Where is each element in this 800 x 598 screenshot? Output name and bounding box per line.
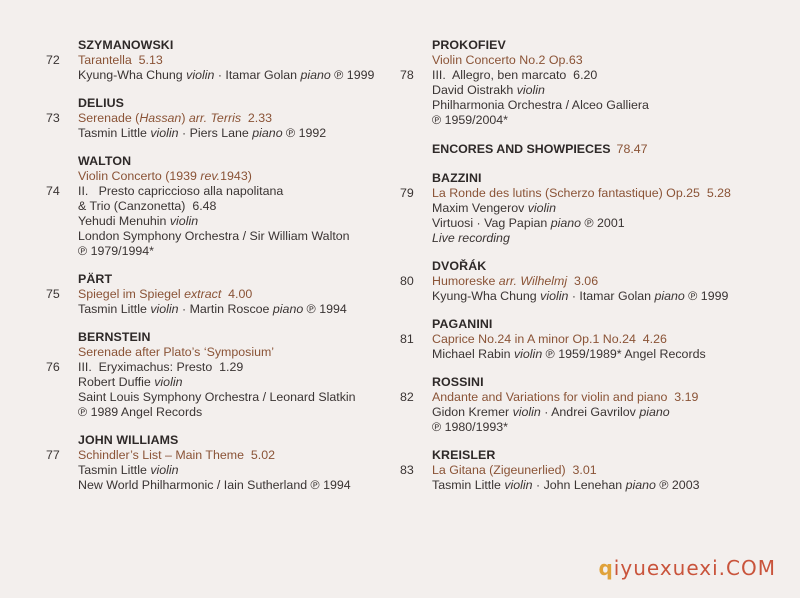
composer-name: WALTON: [78, 154, 132, 168]
track-number: 74: [46, 184, 60, 198]
track-title-text: arr.: [188, 111, 208, 125]
performer-text: New World Philharmonic / Iain Sutherland ℗ 1994: [78, 478, 351, 492]
performer-text: · John Lenehan: [532, 478, 626, 492]
track-entry: [46, 154, 376, 259]
track-number: 78: [400, 68, 414, 82]
performer-text: Philharmonia Orchestra / Alceo Galliera: [432, 98, 649, 112]
track-line: [46, 184, 376, 199]
performer-text: piano: [252, 126, 283, 140]
performer-text: violin: [527, 201, 556, 215]
performer-text: violin: [150, 302, 179, 316]
composer-name: ROSSINI: [432, 375, 484, 389]
composer-name: BERNSTEIN: [78, 330, 151, 344]
track-line: [400, 186, 760, 201]
performer-text: Yehudi Menuhin: [78, 214, 170, 228]
performer-text: ℗ 1992: [282, 126, 327, 140]
performer-text: Robert Duffie: [78, 375, 155, 389]
performer-text: Saint Louis Symphony Orchestra / Leonard Slatkin: [78, 390, 356, 404]
track-title-text: Andante and Variations for violin and piano 3.19: [432, 390, 699, 404]
track-number: 81: [400, 332, 414, 346]
performer-text: violin: [169, 214, 199, 228]
section-duration: 78.47: [616, 142, 648, 156]
track-title-text: ): [181, 111, 189, 125]
track-title-text: Violin Concerto No.2 Op.63: [432, 53, 583, 67]
track-entry: [400, 38, 760, 128]
composer-name: BAZZINI: [432, 171, 482, 185]
track-line: [432, 231, 760, 246]
track-entry: [46, 38, 376, 83]
performer-text: ℗ 1959/2004*: [432, 113, 508, 127]
performer-text: violin: [513, 347, 543, 361]
track-line: [78, 169, 376, 184]
track-title-text: Spiegel im Spiegel: [78, 287, 185, 301]
performer-text: & Trio (Canzonetta) 6.48: [78, 199, 217, 213]
performer-text: violin: [150, 463, 179, 477]
watermark-logo: qiyuexuexi.COM: [598, 556, 776, 580]
track-title-text: La Gitana (Zigeunerlied) 3.01: [432, 463, 597, 477]
performer-text: Maxim Vengerov: [432, 201, 528, 215]
track-line: [46, 360, 376, 375]
performer-text: violin: [150, 126, 179, 140]
performer-text: London Symphony Orchestra / Sir William Walton: [78, 229, 350, 243]
track-number: 77: [46, 448, 60, 462]
track-title-text: arr. Wilhelmj: [498, 274, 568, 288]
performer-text: piano: [654, 289, 685, 303]
performer-text: ℗ 1959/1989* Angel Records: [542, 347, 706, 361]
track-title-text: Serenade after Plato’s ‘Symposium’: [78, 345, 275, 359]
track-line: [432, 113, 760, 128]
track-entry: [400, 259, 760, 304]
track-title-text: 5.13: [131, 53, 163, 67]
performer-text: ℗ 2001: [581, 216, 625, 230]
track-title-text: Schindler’s List – Main Theme 5.02: [78, 448, 275, 462]
performer-text: ℗ 2003: [655, 478, 700, 492]
track-entry: [400, 171, 760, 246]
track-line: [78, 229, 376, 244]
track-line: [400, 463, 760, 478]
track-number: 80: [400, 274, 414, 288]
performer-text: Kyung-Wha Chung: [78, 68, 187, 82]
performer-text: violin: [186, 68, 215, 82]
track-number: 75: [46, 287, 60, 301]
composer-name: DVOŘÁK: [432, 259, 487, 273]
performer-text: ℗ 1989 Angel Records: [78, 405, 203, 419]
performer-text: ℗ 1994: [303, 302, 347, 316]
track-line: [432, 83, 760, 98]
section-heading: [400, 142, 760, 157]
performer-text: · Itamar Golan: [214, 68, 301, 82]
track-line: [78, 126, 376, 141]
track-number: 79: [400, 186, 414, 200]
track-title-text: Tarantella: [78, 53, 132, 67]
track-line: [78, 478, 376, 493]
track-line: [432, 216, 760, 231]
track-line: [78, 199, 376, 214]
performer-text: Tasmin Little: [78, 302, 151, 316]
track-entry: [46, 96, 376, 141]
track-line: [78, 390, 376, 405]
right-column: [400, 38, 760, 506]
performer-text: violin: [540, 289, 569, 303]
track-line: [432, 53, 760, 68]
track-title-text: 3.06: [567, 274, 599, 288]
performer-text: violin: [512, 405, 541, 419]
composer-name: DELIUS: [78, 96, 125, 110]
track-line: [432, 405, 760, 420]
track-entry: [400, 317, 760, 362]
performer-text: II. Presto capriccioso alla napolitana: [78, 184, 284, 198]
performer-text: piano: [625, 478, 656, 492]
track-line: [432, 98, 760, 113]
track-line: [46, 448, 376, 463]
track-line: [46, 111, 376, 126]
performer-text: Tasmin Little: [78, 463, 151, 477]
performer-text: Gidon Kremer: [432, 405, 513, 419]
performer-text: piano: [300, 68, 331, 82]
performer-text: piano: [639, 405, 670, 419]
track-line: [78, 302, 376, 317]
track-line: [78, 68, 376, 83]
composer-name: KREISLER: [432, 448, 496, 462]
track-line: [46, 287, 376, 302]
performer-text: Virtuosi · Vag Papian: [432, 216, 551, 230]
track-line: [78, 375, 376, 390]
track-entry: [46, 272, 376, 317]
performer-text: violin: [504, 478, 533, 492]
track-line: [400, 274, 760, 289]
track-entry: [46, 330, 376, 420]
track-line: [400, 390, 760, 405]
track-number: 83: [400, 463, 414, 477]
composer-name: PAGANINI: [432, 317, 493, 331]
track-line: [400, 68, 760, 83]
performer-text: Tasmin Little: [432, 478, 505, 492]
performer-text: ℗ 1999: [684, 289, 729, 303]
track-line: [78, 405, 376, 420]
performer-text: III. Eryximachus: Presto 1.29: [78, 360, 244, 374]
track-line: [432, 420, 760, 435]
performer-text: · Andrei Gavrilov: [540, 405, 640, 419]
performer-text: Live recording: [432, 231, 510, 245]
track-number: 73: [46, 111, 60, 125]
track-title-text: Violin Concerto (1939: [78, 169, 201, 183]
track-entry: [46, 433, 376, 493]
composer-name: PÄRT: [78, 272, 113, 286]
performer-text: piano: [550, 216, 582, 230]
track-title-text: Terris: [210, 111, 242, 125]
track-line: [78, 345, 376, 360]
track-title-text: Caprice No.24 in A minor Op.1 No.24 4.26: [432, 332, 667, 346]
performer-text: ℗ 1999: [330, 68, 375, 82]
track-line: [400, 332, 760, 347]
performer-text: ℗ 1980/1993*: [432, 420, 508, 434]
track-title-text: extract: [184, 287, 222, 301]
track-number: 72: [46, 53, 60, 67]
track-number: 82: [400, 390, 414, 404]
performer-text: violin: [516, 83, 545, 97]
performer-text: Kyung-Wha Chung: [432, 289, 541, 303]
track-line: [432, 347, 760, 362]
composer-name: SZYMANOWSKI: [78, 38, 174, 52]
section-label: ENCORES AND SHOWPIECES: [432, 142, 611, 156]
track-title-text: La Ronde des lutins (Scherzo fantastique) Op.25 5.28: [432, 186, 731, 200]
performer-text: piano: [272, 302, 304, 316]
performer-text: III. Allegro, ben marcato 6.20: [432, 68, 598, 82]
performer-text: Michael Rabin: [432, 347, 514, 361]
track-title-text: 2.33: [241, 111, 273, 125]
left-column: [46, 38, 376, 506]
performer-text: · Itamar Golan: [568, 289, 655, 303]
track-line: [432, 289, 760, 304]
track-line: [432, 201, 760, 216]
performer-text: · Martin Roscoe: [178, 302, 273, 316]
performer-text: violin: [154, 375, 183, 389]
performer-text: · Piers Lane: [178, 126, 253, 140]
track-title-text: 4.00: [221, 287, 253, 301]
performer-text: Tasmin Little: [78, 126, 151, 140]
track-line: [432, 478, 760, 493]
track-title-text: Humoreske: [432, 274, 499, 288]
track-number: 76: [46, 360, 60, 374]
track-line: [78, 244, 376, 259]
performer-text: David Oistrakh: [432, 83, 517, 97]
track-line: [78, 463, 376, 478]
composer-name: JOHN WILLIAMS: [78, 433, 179, 447]
track-title-text: Hassan: [139, 111, 182, 125]
track-title-text: Serenade (: [78, 111, 140, 125]
track-line: [78, 214, 376, 229]
track-entry: [400, 448, 760, 493]
performer-text: ℗ 1979/1994*: [78, 244, 154, 258]
track-entry: [400, 375, 760, 435]
track-title-text: rev.: [200, 169, 221, 183]
composer-name: PROKOFIEV: [432, 38, 506, 52]
track-line: [46, 53, 376, 68]
track-title-text: 1943): [220, 169, 252, 183]
